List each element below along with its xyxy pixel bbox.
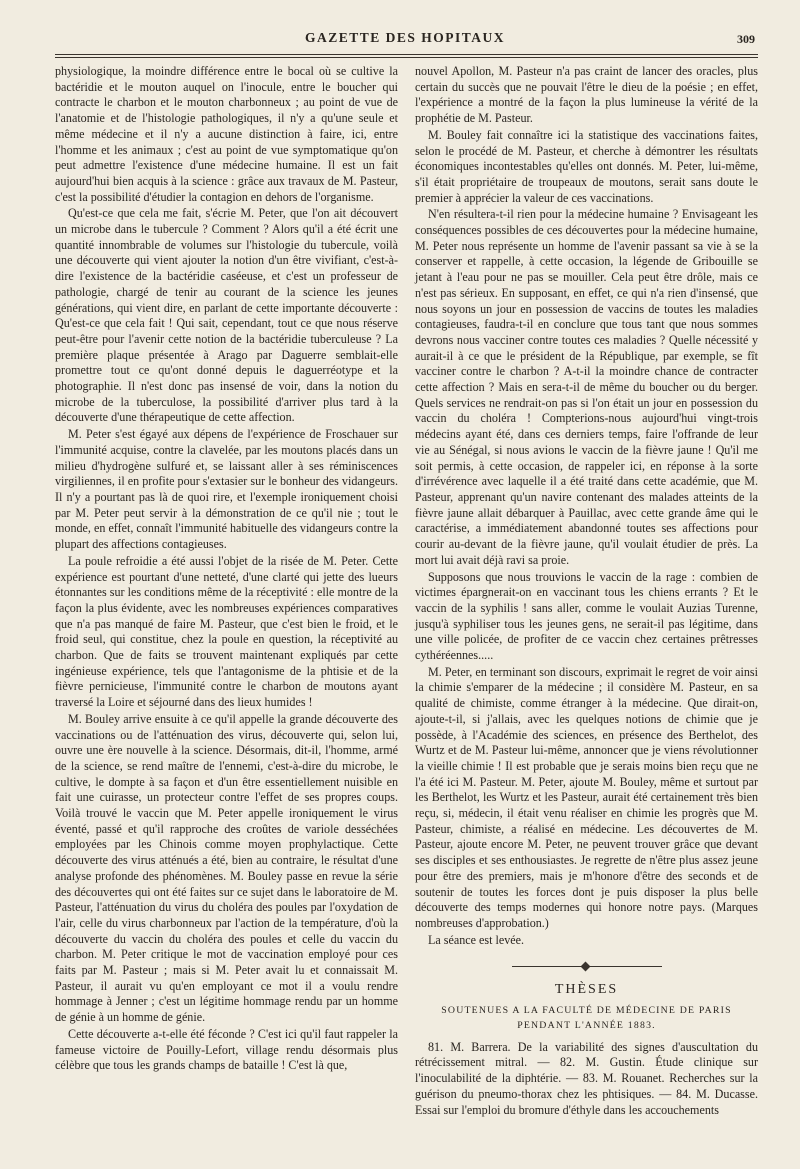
paragraph: M. Peter s'est égayé aux dépens de l'expérience de Froschauer sur l'immunité acquise, contre la clavelée, par les moutons placés dans un milieu d'hydrogène sulfuré et, se laissant aller à ses réminiscences virgiliennes, il en profite pour s'extasier sur le bonheur des vidangeurs. Il n'y a pourtant pas là de quoi rire, et l'exemple ironiquement choisi par M. Peter peut servir à la démonstration de ce qu'il nie ; tout le monde, en effet, connaît l'immunité habituelle des vidangeurs contre la plupart des affections contagieuses.	[55, 427, 398, 552]
header-rule	[55, 54, 758, 55]
section-separator	[512, 962, 662, 970]
paragraph: Supposons que nous trouvions le vaccin de la rage : combien de victimes épargnerait-on en vaccinant tous les chiens errants ? Et le vaccin de la syphilis ! sans aller, comme le voulait Auzias Turenne, jusqu'à syphiliser tous les jeunes gens, ne serait-il pas légitime, dans une ville policée, de profiter de ce vaccin chez certaines prêtresses cythéréennes.....	[415, 569, 758, 663]
theses-list: 81. M. Barrera. De la variabilité des signes d'auscultation du rétrécissement mitral. — 82. M. Gustin. Étude clinique sur l'inoculabilité de la diphtérie. — 83. M. Rouanet. Recherches sur la guérison du pneumo-thorax chez les phtisiques. — 84. M. Ducasse. Essai sur l'emploi du bromure d'éthyle dans les accouchements	[415, 1039, 758, 1117]
paragraph: M. Bouley arrive ensuite à ce qu'il appelle la grande découverte des vaccinations ou de l'atténuation des virus, découverte qui, selon lui, ouvre une ère nouvelle à la science. Désormais, dit-il, l'homme, armé de la science, se rend maître de l'ennemi, c'est-à-dire du microbe, le cultive, le dompte à sa façon et d'un être essentiellement nuisible en fait une cuirasse, un protecteur contre l'effet de ses propres coups. Voilà trouvé le vaccin que M. Peter appelle ironiquement le virus éventé, passé et qu'il rapproche des croûtes de variole desséchées employées par les Chinois comme moyen prophylactique. Cette découverte des virus atténués a été, bien au contraire, le résultat d'une analyse profonde des phénomènes. M. Bouley passe en revue la série des découvertes qui ont été faites sur ce sujet dans le laboratoire de M. Pasteur, l'atténuation du virus du choléra des poules par l'oxydation de l'air, celle du virus charbonneux par l'action de la température, d'où la découverte du vaccin du choléra des poules et celle du vaccin du charbon. M. Peter critique le mot de vaccination employé pour ces faits par M. Pasteur ; mais si M. Peter avait lu et connaissait M. Pasteur, il aurait vu qu'en employant ce mot il a voulu rendre hommage à Jenner ; c'est un légitime hommage rendu par un homme de génie à un homme de génie.	[55, 711, 398, 1025]
theses-subheading: SOUTENUES A LA FACULTÉ DE MÉDECINE DE PARIS	[441, 1005, 732, 1017]
page-header	[55, 26, 755, 50]
journal-title: GAZETTE DES HOPITAUX	[304, 30, 506, 45]
header-rule-thin	[55, 57, 758, 58]
paragraph: Cette découverte a-t-elle été féconde ? C'est ici qu'il faut rappeler la fameuse victoire de Pouilly-Lefort, village rendu désormais plus célèbre que tous les grands champs de bataille ! C'est là que,	[55, 1026, 398, 1073]
left-column	[55, 64, 398, 1075]
theses-period: PENDANT L'ANNÉE 1883.	[517, 1020, 656, 1032]
paragraph: La séance est levée.	[428, 932, 525, 947]
right-column	[415, 64, 758, 1119]
paragraph: M. Bouley fait connaître ici la statistique des vaccinations faites, selon le procédé de M. Pasteur, et cherche à démontrer les résultats économiques incontestables qu'elles ont donnés. M. Peter, lui-même, s'il était propriétaire de troupeaux de moutons, serait sans doute le premier à apprécier la valeur de ces vaccinations.	[415, 127, 758, 205]
paragraph: Qu'est-ce que cela me fait, s'écrie M. Peter, que l'on ait découvert un microbe dans le tubercule ? Comment ? Alors qu'il a été écrit une quantité innombrable de volumes sur l'histologie du tubercule, voilà une découverte qui vient ajouter la notion d'un être vivifiant, c'est-à-dire l'existence de la bactéridie caséeuse, et c'est un professeur de pathologie, chargé de tenir au courant de la science les jeunes générations, qui vient dire, en parlant de cette importante découverte : Qu'est-ce que cela fait ! Qui sait, cependant, tout ce que nous réserve peut-être pour l'avenir cette notion de la bactéridie tuberculeuse ? La première plaque présentée à Arago par Daguerre semblait-elle promettre tout ce qu'ont donné depuis le daguerréotype et la photographie. Il n'est donc pas insensé de voir, dans la notion du microbe de la tuberculose, la possibilité d'arriver plus tard à la découverte d'une thérapeutique de cette affection.	[55, 206, 398, 425]
theses-heading: THÈSES	[554, 982, 619, 998]
paragraph: N'en résultera-t-il rien pour la médecine humaine ? Envisageant les conséquences possibles de ces découvertes pour la médecine humaine, M. Peter nous représente un homme de l'avenir passant sa vie à se la conserver et rappelle, à cette occasion, la légende de Gribouille se jetant à l'eau pour ne pas se mouiller. Cela peut être drôle, mais ce n'est pas sérieux. En supposant, en effet, ce qui n'a rien d'insensé, que nous soyons un jour en possession de vaccins de toutes les maladies contagieuses, faudra-t-il en conclure que tous tant que nous sommes devrons nous vacciner contre toutes ces maladies ? Quelle nécessité y aurait-il à ce que le président de la République, par exemple, se fît vacciner contre le charbon ? A-t-il la moindre chance de contracter cette affection ? Mais en sera-t-il de même du boucher ou du berger. Quels services ne rendrait-on pas si l'on était un jour en possession du vaccin du choléra ! Compterions-nous aujourd'hui vingt-trois médecins ayant été, dans ces derniers temps, faire l'offrande de leur vie au Sénégal, si nous avions le vaccin de la fièvre jaune ! Qu'il me soit permis, à cette occasion, de rappeler ici, en réponse à la sorte d'irrévérence avec laquelle il a été traité dans cette académie, que M. Pasteur, apprenant qu'un navire contenant des malades atteints de la fièvre jaune allait débarquer à Pauillac, avec cette grande âme qui le caractérise, a immédiatement abandonné toutes ses affections pour courir au-devant de la fièvre jaune, qu'il voulait étudier de près. La mort lui avait déjà ravi sa proie.	[415, 207, 758, 567]
paragraph: nouvel Apollon, M. Pasteur n'a pas craint de lancer des oracles, plus certain du succès que ne pouvait l'être le dieu de la poésie ; en effet, l'expérience a montré de la façon la plus lumineuse la vérité de la prophétie de M. Pasteur.	[415, 64, 758, 126]
paragraph: M. Peter, en terminant son discours, exprimait le regret de voir ainsi la chimie s'emparer de la médecine ; il considère M. Pasteur, en sa qualité de chimiste, comme étranger à la médecine. Que dirait-on, ajoute-t-il, si j'allais, avec les quelques notions de chimie que je possède, à l'Académie des sciences, en présence des Berthelot, des Wurtz et de M. Pasteur lui-même, annoncer que je viens révolutionner la vieille chimie ! Il est probable que je serais moins bien reçu que ne l'a été ici M. Pasteur. M. Peter, ajoute M. Bouley, même et surtout par les Berthelot, les Wurtz et les Pasteur, aurait été certainement très bien reçu, si, médecin, il était venu réaliser en chimie les progrès que M. Pasteur, chimiste, a réalisé en médecine. Les découvertes de M. Pasteur, ajoute encore M. Peter, ne peuvent trouver grâce que devant ses disciples et ses enthousiastes. Je regrette de n'être plus assez jeune pour être des premiers, mais je m'honore d'être des seconds et de soutenir de toutes les forces dont je puis disposer la plus belle découverte des temps modernes qui honore notre pays. (Marques nombreuses d'approbation.)	[415, 664, 758, 930]
paragraph: La poule refroidie a été aussi l'objet de la risée de M. Peter. Cette expérience est pourtant d'une netteté, d'une clarté qui jette des lueurs étonnantes sur les conditions même de la réceptivité : elle montre de la façon la plus évidente, avec les nombreuses expériences comparatives que n'a pas manqué de faire M. Pasteur, que c'est bien le froid, et le froid seul, qui constitue, chez la poule en question, la réceptivité au charbon. Que de faits se trouvent maintenant expliqués par cette ingénieuse expérience, tels que l'antagonisme de la phtisie et de la fièvre pernicieuse, l'immunité contre le charbon de moutons ayant traversé la Loire et séjourné dans des lieux humides !	[55, 553, 398, 710]
paragraph: physiologique, la moindre différence entre le bocal où se cultive la bactéridie et le mouton auquel on l'inocule, entre le boucher qui contracte le charbon et le mouton charbonneux ; au point de vue de l'anatomie et de l'histologie pathologiques, il n'y a qu'une seule et même médecine et il n'y a aucune distinction à faire, ici, entre l'homme et les animaux ; c'est au point de vue symptomatique qu'on peut admettre l'existence d'une médecine humaine. Il est un fait aujourd'hui bien acquis à la science : grâce aux travaux de M. Pasteur, c'est la possibilité d'étudier la contagion en dehors de l'organisme.	[55, 64, 398, 204]
page-number: 309	[737, 32, 755, 46]
